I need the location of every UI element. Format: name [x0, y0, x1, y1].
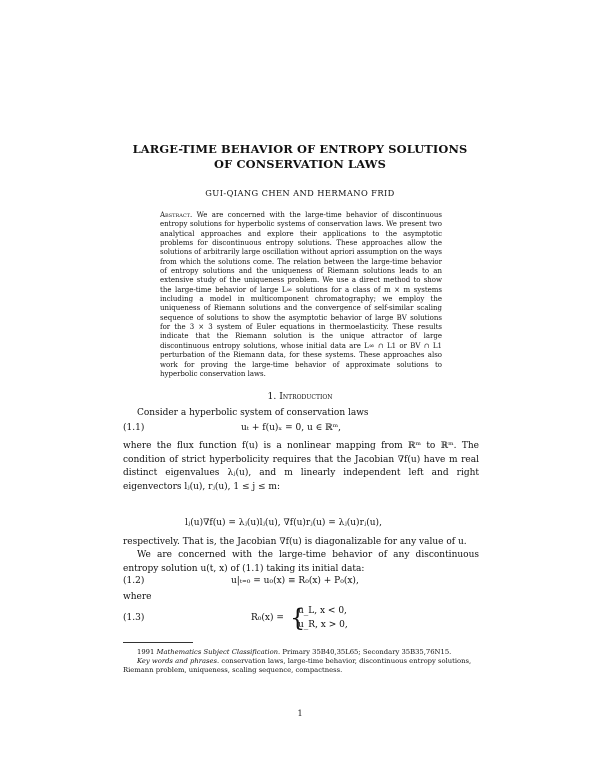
- paragraph-flux: where the flux function f(u) is a nonlinear mapping from ℝᵐ to ℝᵐ. The condition of strict hyperbolicity requires that the Jacobian ∇f(u) have m real distinct eigenvalues λⱼ(u), and m linearly independent left and right eigenvectors lⱼ(u), rⱼ(u), 1 ≤ j ≤ m:: [123, 441, 479, 492]
- equation-number: (1.3): [123, 613, 145, 623]
- equation-1-1: [123, 423, 479, 437]
- section-title: Introduction: [279, 391, 333, 402]
- paper-title-line-2: OF CONSERVATION LAWS: [214, 157, 386, 171]
- page-number: 1: [297, 709, 303, 718]
- paragraph-intro: Consider a hyperbolic system of conservation laws: [137, 408, 369, 418]
- where-text: where: [123, 592, 152, 602]
- equation-case-1: u_L, x < 0,: [298, 606, 347, 616]
- abstract-label: Abstract.: [160, 211, 193, 219]
- equation-number: (1.2): [123, 576, 145, 586]
- equation-eigenvectors: [123, 518, 479, 532]
- equation-lhs: R₀(x) =: [251, 613, 284, 623]
- paragraph-large-time: We are concerned with the large-time behavior of any discontinuous entropy solution u(t, x) of (1.1) taking its initial data:: [123, 550, 479, 574]
- authors: GUI-QIANG CHEN AND HERMANO FRID: [205, 188, 395, 198]
- equation-case-2: u_R, x > 0,: [298, 620, 348, 630]
- section-number: 1.: [267, 391, 277, 402]
- left-brace: {: [290, 604, 306, 632]
- equation-text: lⱼ(u)∇f(u) = λⱼ(u)lⱼ(u), ∇f(u)rⱼ(u) = λⱼ(u)rⱼ(u),: [185, 518, 382, 528]
- paragraph-diagonalizable: respectively. That is, the Jacobian ∇f(u) is diagonalizable for any value of u.: [123, 537, 467, 547]
- footnote-msc: 1991 Mathematics Subject Classification. Primary 35B40,35L65; Secondary 35B35,76N15.: [137, 648, 452, 656]
- abstract-text: We are concerned with the large-time behavior of discontinuous entropy solutions for hyperbolic systems of conservation laws. We present two analytical approaches and explore their applications to the asymptotic problems for discontinuous entropy solutions. These approaches allow the solutions of arbitrarily large oscillation without apriori assumption on the ways from which the solutions come. The relation between the large-time behavior of entropy solutions and the uniqueness of Riemann solutions leads to an extensive study of the uniqueness problem. We use a direct method to show the large-time behavior of large L∞ solutions for a class of m × m systems including a model in multicomponent chromatography; we employ the uniqueness of Riemann solutions and the convergence of self-similar scaling sequence of solutions to show the asymptotic behavior of large BV solutions for the 3 × 3 system of Euler equations in thermoelasticity. These results indicate that the Riemann solution is the unique attractor of large discontinuous entropy solutions, whose initial data are L∞ ∩ L1 or BV ∩ L1 perturbation of the Riemann data, for these systems. These approaches also work for proving the large-time behavior of approximate solutions to hyperbolic conservation laws.: [160, 211, 442, 378]
- paper-title-line-1: LARGE-TIME BEHAVIOR OF ENTROPY SOLUTIONS: [132, 142, 468, 156]
- abstract: [160, 211, 442, 379]
- equation-text: u|ₜ₌₀ = u₀(x) ≡ R₀(x) + P₀(x),: [231, 576, 359, 586]
- section-heading: [0, 391, 600, 402]
- equation-number: (1.1): [123, 423, 145, 433]
- footnote-rule: [123, 642, 193, 643]
- footnote-keywords: Key words and phrases. conservation laws, large-time behavior, discontinuous entropy solutions, Riemann problem, uniqueness, scaling sequence, compactness.: [123, 657, 472, 675]
- equation-text: uₜ + f(u)ₓ = 0, u ∈ ℝᵐ,: [241, 423, 341, 433]
- equation-1-2: [123, 576, 479, 590]
